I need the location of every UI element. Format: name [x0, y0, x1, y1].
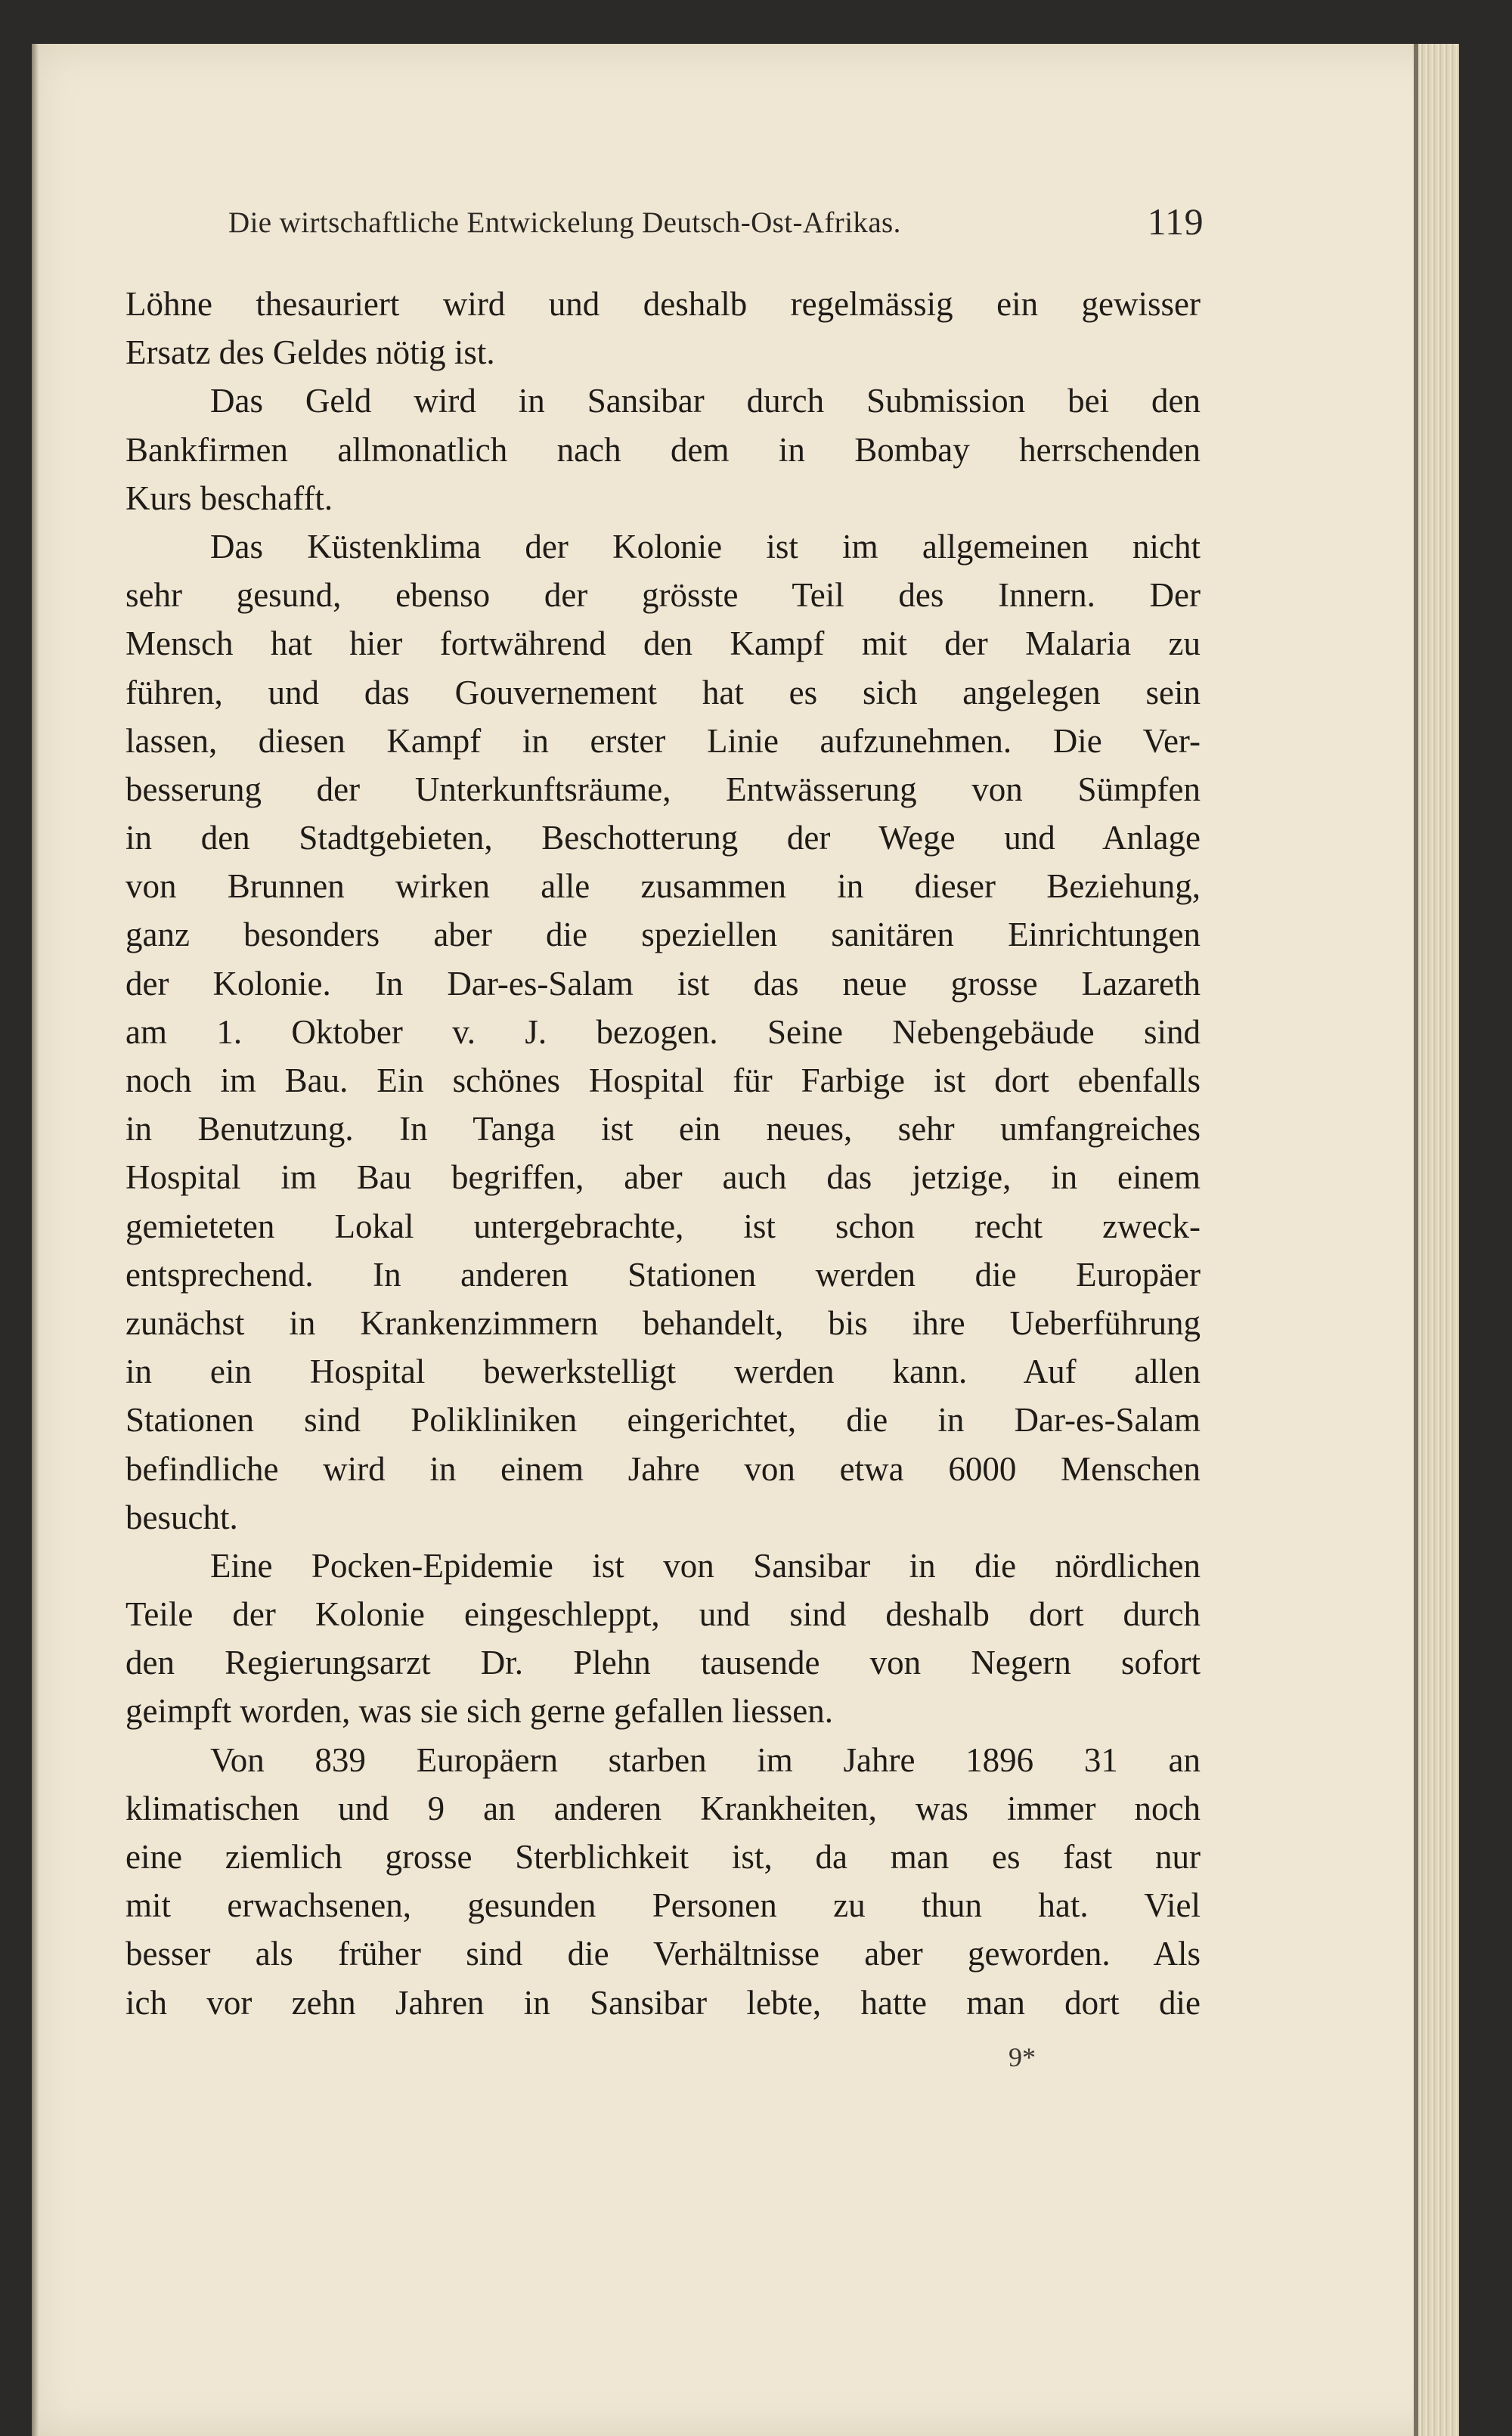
text-line: Stationen sind Polikliniken eingerichtet, die in Dar-es-Salam: [125, 1401, 1201, 1440]
text-line: besser als früher sind die Verhältnisse aber geworden. Als: [125, 1935, 1201, 1973]
page-number: 119: [1147, 200, 1204, 243]
text-line: in ein Hospital bewerkstelligt werden kann. Auf allen: [125, 1353, 1201, 1391]
text-line: noch im Bau. Ein schönes Hospital für Farbige ist dort ebenfalls: [125, 1061, 1201, 1099]
text-line: Ersatz des Geldes nötig ist.: [125, 333, 495, 372]
signature-mark: 9*: [1009, 2042, 1036, 2072]
text-line: gemieteten Lokal untergebrachte, ist schon recht zweck-: [125, 1207, 1201, 1245]
text-line: Kurs beschafft.: [125, 479, 333, 517]
text-line: geimpft worden, was sie sich gerne gefallen liessen.: [125, 1692, 833, 1731]
text-line: Hospital im Bau begriffen, aber auch das jetzige, in einem: [125, 1158, 1201, 1197]
running-header: [228, 198, 1204, 243]
text-line: besserung der Unterkunftsräume, Entwässerung von Sümpfen: [125, 770, 1201, 808]
text-line: den Regierungsarzt Dr. Plehn tausende von Negern sofort: [125, 1644, 1201, 1682]
text-line: sehr gesund, ebenso der grösste Teil des Innern. Der: [125, 576, 1201, 615]
text-line: Eine Pocken-Epidemie ist von Sansibar in die nördlichen: [210, 1546, 1201, 1585]
text-line: Das Geld wird in Sansibar durch Submission bei den: [210, 382, 1201, 420]
running-header-title: Die wirtschaftliche Entwickelung Deutsch-Ost-Afrikas.: [228, 206, 901, 239]
text-line: ganz besonders aber die speziellen sanitären Einrichtungen: [125, 916, 1201, 954]
text-line: zunächst in Krankenzimmern behandelt, bis ihre Ueberführung: [125, 1303, 1201, 1342]
text-line: entsprechend. In anderen Stationen werden die Europäer: [125, 1255, 1201, 1294]
text-line: Mensch hat hier fortwährend den Kampf mit der Malaria zu: [125, 624, 1201, 663]
text-line: Das Küstenklima der Kolonie ist im allgemeinen nicht: [210, 527, 1201, 566]
text-line: führen, und das Gouvernement hat es sich angelegen sein: [125, 673, 1201, 711]
text-line: in den Stadtgebieten, Beschotterung der Wege und Anlage: [125, 819, 1201, 857]
text-line: in Benutzung. In Tanga ist ein neues, sehr umfangreiches: [125, 1110, 1201, 1148]
text-line: Bankfirmen allmonatlich nach dem in Bombay herrschenden: [125, 430, 1201, 469]
text-line: von Brunnen wirken alle zusammen in dieser Beziehung,: [125, 867, 1201, 906]
text-line: Teile der Kolonie eingeschleppt, und sind deshalb dort durch: [125, 1595, 1201, 1634]
page-gutter-shadow: [32, 44, 39, 2436]
text-line: Löhne thesauriert wird und deshalb regelmässig ein gewisser: [125, 285, 1201, 323]
text-line: eine ziemlich grosse Sterblichkeit ist, da man es fast nur: [125, 1838, 1201, 1876]
text-line: ich vor zehn Jahren in Sansibar lebte, hatte man dort die: [125, 1983, 1201, 2022]
text-line: am 1. Oktober v. J. bezogen. Seine Nebengebäude sind: [125, 1012, 1201, 1051]
text-line: klimatischen und 9 an anderen Krankheiten, was immer noch: [125, 1789, 1201, 1827]
text-line: befindliche wird in einem Jahre von etwa 6000 Menschen: [125, 1449, 1201, 1488]
text-line: lassen, diesen Kampf in erster Linie aufzunehmen. Die Ver-: [125, 721, 1201, 760]
text-line: der Kolonie. In Dar-es-Salam ist das neue grosse Lazareth: [125, 964, 1201, 1003]
text-line: mit erwachsenen, gesunden Personen zu thun hat. Viel: [125, 1886, 1201, 1925]
text-line: Von 839 Europäern starben im Jahre 1896 31 an: [210, 1740, 1201, 1779]
text-line: besucht.: [125, 1498, 238, 1536]
body-text: [125, 280, 1201, 2027]
page-edges: [1418, 44, 1459, 2436]
